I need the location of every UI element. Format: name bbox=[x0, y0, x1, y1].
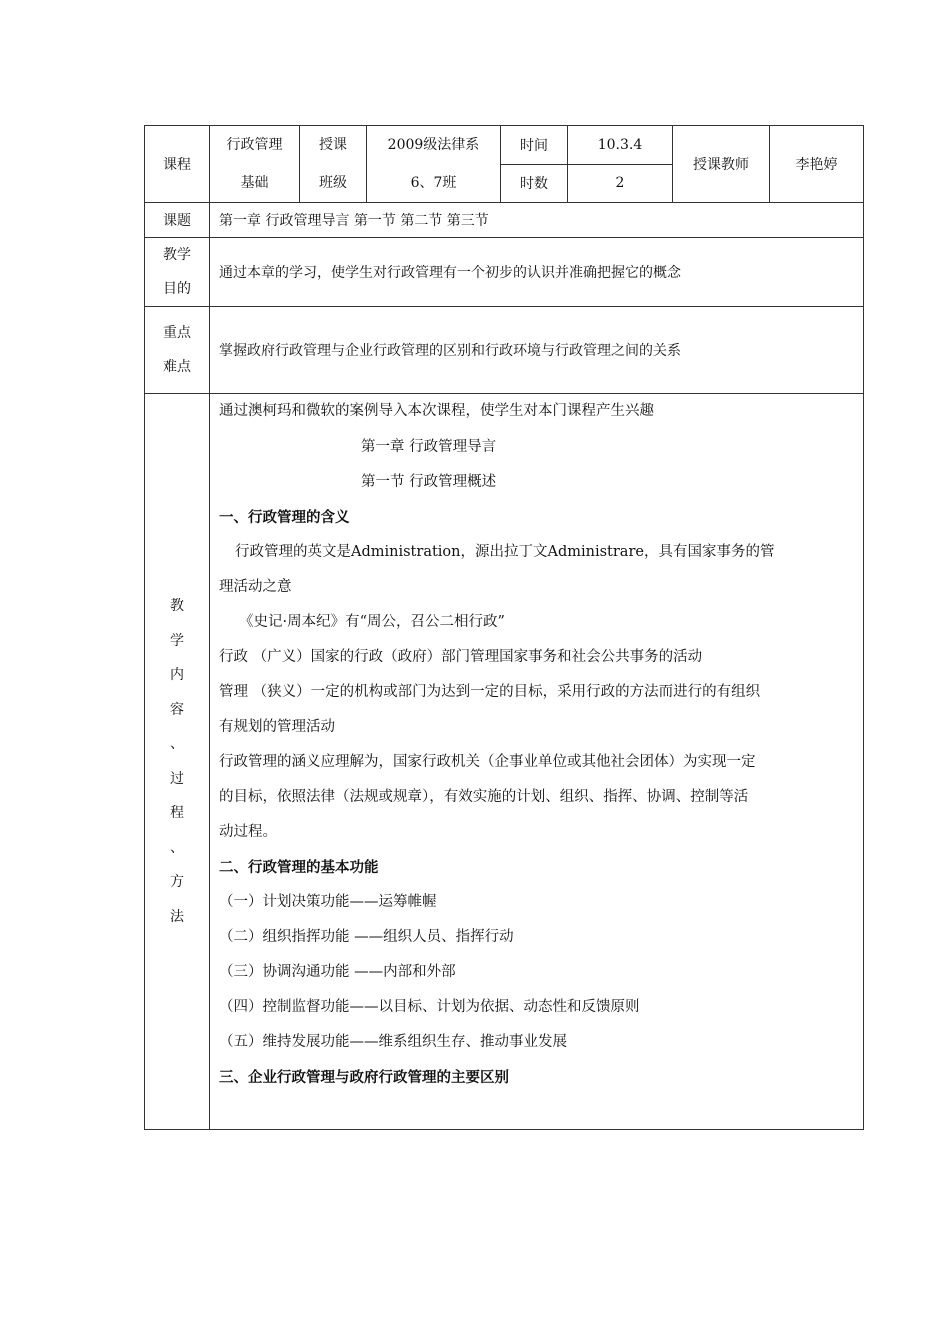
function-item: （五）维持发展功能——维系组织生存、推动事业发展 bbox=[219, 1034, 567, 1050]
teacher-name: 李艳婷 bbox=[770, 126, 864, 203]
function-item: （四）控制监督功能——以目标、计划为依据、动态性和反馈原则 bbox=[219, 999, 640, 1015]
objective-label-line-2: 目的 bbox=[163, 281, 191, 297]
keypoints-value: 掌握政府行政管理与企业行政管理的区别和行政环境与行政管理之间的关系 bbox=[210, 307, 864, 394]
teacher-label: 授课教师 bbox=[673, 126, 770, 203]
section-title: 第一节 行政管理概述 bbox=[361, 474, 497, 490]
course-name bbox=[210, 126, 300, 203]
side-char: 法 bbox=[170, 908, 184, 925]
class-value-line-2: 6、7班 bbox=[410, 175, 457, 191]
intro-text: 通过澳柯玛和微软的案例导入本次课程，使学生对本门课程产生兴趣 bbox=[219, 403, 654, 419]
heading-3: 三、企业行政管理与政府行政管理的主要区别 bbox=[219, 1069, 509, 1086]
objective-value: 通过本章的学习，使学生对行政管理有一个初步的认识并准确把握它的概念 bbox=[210, 238, 864, 307]
function-item: （三）协调沟通功能 ——内部和外部 bbox=[219, 964, 456, 980]
time-label: 时间 bbox=[501, 126, 568, 165]
course-label: 课程 bbox=[145, 126, 210, 203]
side-char: 教 bbox=[170, 598, 184, 614]
definition-line: 动过程。 bbox=[219, 824, 277, 840]
side-char: 学 bbox=[170, 632, 184, 649]
objective-label bbox=[145, 238, 210, 307]
definition-line: 管理 （狭义）一定的机构或部门为达到一定的目标，采用行政的方法而进行的有组织 bbox=[219, 684, 761, 700]
side-char: 容 bbox=[170, 701, 184, 718]
hours-label: 时数 bbox=[501, 164, 568, 203]
heading-2: 二、行政管理的基本功能 bbox=[219, 859, 379, 876]
keypoints-label-line-2: 难点 bbox=[163, 359, 191, 375]
course-name-line-1: 行政管理 bbox=[226, 137, 283, 153]
class-label bbox=[300, 126, 367, 203]
definition-line: 行政 （广义）国家的行政（政府）部门管理国家事务和社会公共事务的活动 bbox=[219, 649, 703, 665]
side-char: 、 bbox=[170, 736, 184, 752]
keypoints-label-line-1: 重点 bbox=[163, 325, 191, 341]
topic-label: 课题 bbox=[145, 203, 210, 238]
side-char: 过 bbox=[170, 770, 184, 787]
side-char: 程 bbox=[170, 805, 184, 821]
paragraph-line: 理活动之意 bbox=[219, 579, 292, 595]
definition-line: 有规划的管理活动 bbox=[219, 719, 335, 735]
objective-label-line-1: 教学 bbox=[163, 247, 191, 263]
hours-value: 2 bbox=[568, 164, 673, 203]
heading-1: 一、行政管理的含义 bbox=[219, 509, 350, 526]
function-item: （一）计划决策功能——运筹帷幄 bbox=[219, 894, 437, 910]
paragraph-line: 行政管理的英文是Administration，源出拉丁文Administrare，具有国家事务的管 bbox=[235, 544, 775, 560]
course-name-line-2: 基础 bbox=[240, 175, 269, 191]
definition-line: 的目标，依照法律（法规或规章），有效实施的计划、组织、指挥、协调、控制等活 bbox=[219, 789, 749, 805]
definition-line: 行政管理的涵义应理解为，国家行政机关（企事业单位或其他社会团体）为实现一定 bbox=[219, 754, 756, 770]
side-char: 、 bbox=[170, 839, 184, 856]
content-body bbox=[210, 394, 864, 1130]
quote-line: 《史记·周本纪》有“周公，召公二相行政” bbox=[239, 614, 505, 630]
time-value: 10.3.4 bbox=[568, 126, 673, 165]
side-char: 方 bbox=[170, 874, 184, 890]
topic-value: 第一章 行政管理导言 第一节 第二节 第三节 bbox=[210, 203, 864, 238]
content-side-label bbox=[145, 394, 210, 1130]
class-label-line-1: 授课 bbox=[319, 137, 347, 153]
function-item: （二）组织指挥功能 ——组织人员、指挥行动 bbox=[219, 929, 514, 945]
side-char: 内 bbox=[170, 667, 184, 683]
class-label-line-2: 班级 bbox=[319, 175, 347, 191]
class-value bbox=[367, 126, 501, 203]
keypoints-label bbox=[145, 307, 210, 394]
lesson-plan-table bbox=[144, 125, 864, 1130]
chapter-title: 第一章 行政管理导言 bbox=[361, 439, 497, 455]
class-value-line-1: 2009级法律系 bbox=[387, 137, 480, 153]
